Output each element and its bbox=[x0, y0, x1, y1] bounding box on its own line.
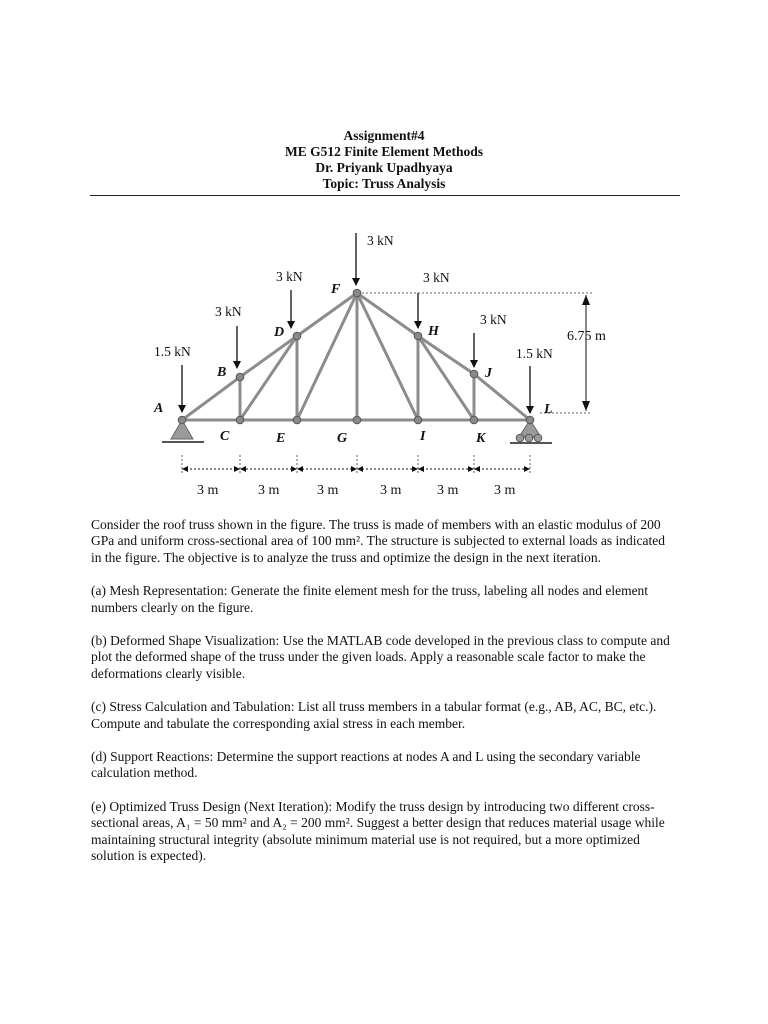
span-arrow-left-5 bbox=[418, 466, 424, 472]
part-c-paragraph: (c) Stress Calculation and Tabulation: List all truss members in a tabular format (e.g., AB, AC, BC, etc.). Compute and tabulate the corresponding axial stress in each member. bbox=[91, 699, 657, 731]
node-label-b: B bbox=[217, 365, 227, 380]
member-fi bbox=[357, 293, 418, 420]
load-label-h: 3 kN bbox=[423, 270, 450, 285]
node-label-f: F bbox=[331, 282, 341, 297]
span-arrow-left-6 bbox=[474, 466, 480, 472]
span-arrow-left-1 bbox=[182, 466, 188, 472]
assignment-title: Assignment#4 bbox=[343, 128, 425, 143]
member-hj bbox=[418, 336, 474, 374]
problem-statement bbox=[91, 517, 671, 882]
height-arrow-top bbox=[582, 295, 590, 305]
node-b bbox=[236, 373, 244, 381]
node-l bbox=[526, 416, 534, 424]
span-arrow-right-1 bbox=[234, 466, 240, 472]
node-h bbox=[414, 332, 422, 340]
load-label-a: 1.5 kN bbox=[154, 344, 191, 359]
document-header bbox=[0, 128, 768, 192]
roller-wheel-3 bbox=[534, 434, 542, 442]
node-label-i: I bbox=[420, 429, 426, 444]
span-arrow-right-5 bbox=[468, 466, 474, 472]
node-k bbox=[470, 416, 478, 424]
node-label-e: E bbox=[276, 431, 286, 446]
member-hk bbox=[418, 336, 474, 420]
member-jl bbox=[474, 374, 530, 420]
span-label-2: 3 m bbox=[258, 483, 280, 498]
height-arrow-bottom bbox=[582, 401, 590, 411]
roller-wheel-2 bbox=[525, 434, 533, 442]
truss-figure bbox=[140, 215, 630, 505]
node-a bbox=[178, 416, 186, 424]
span-label-3: 3 m bbox=[317, 483, 339, 498]
part-a-paragraph: (a) Mesh Representation: Generate the finite element mesh for the truss, labeling all nodes and element numbers clearly on the figure. bbox=[91, 583, 649, 615]
node-label-a: A bbox=[154, 401, 164, 416]
course-title: ME G512 Finite Element Methods bbox=[285, 144, 483, 159]
node-label-g: G bbox=[337, 431, 348, 446]
intro-paragraph: Consider the roof truss shown in the figure. The truss is made of members with an elastic modulus of 200 GPa and uniform cross-sectional area of 100 mm². The structure is subjected to external loads as indicated in the figure. The objective is to analyze the truss and optimize the design in the next iteration. bbox=[91, 517, 666, 565]
load-label-j: 3 kN bbox=[480, 312, 507, 327]
span-arrow-right-3 bbox=[351, 466, 357, 472]
load-label-d: 3 kN bbox=[276, 269, 303, 284]
load-label-f: 3 kN bbox=[367, 233, 394, 248]
node-label-h: H bbox=[428, 324, 439, 339]
span-arrow-right-2 bbox=[291, 466, 297, 472]
load-label-l: 1.5 kN bbox=[516, 346, 553, 361]
span-label-6: 3 m bbox=[494, 483, 516, 498]
member-ef bbox=[297, 293, 357, 420]
height-dimension-label: 6.75 m bbox=[567, 329, 606, 344]
part-e-paragraph: (e) Optimized Truss Design (Next Iteration): Modify the truss design by introducing two different cross-sectional areas, A₁ = 50 mm² and A₂ = 200 mm². Suggest a better design that reduces material usage while maintaining structural integrity (absolute minimum material use is not required, but a more optimized solution is expected). bbox=[91, 798, 665, 864]
roller-wheel-1 bbox=[516, 434, 524, 442]
part-b-paragraph: (b) Deformed Shape Visualization: Use the MATLAB code developed in the previous class to compute and plot the deformed shape of the truss under the given loads. Apply a reasonable scale factor to make the deformations clearly visible. bbox=[91, 633, 670, 681]
node-d bbox=[293, 332, 301, 340]
node-label-c: C bbox=[220, 429, 230, 444]
span-arrow-left-3 bbox=[297, 466, 303, 472]
node-label-k: K bbox=[476, 431, 486, 446]
member-cd bbox=[240, 336, 297, 420]
node-f bbox=[353, 289, 361, 297]
member-ab bbox=[182, 377, 240, 420]
member-bd bbox=[240, 336, 297, 377]
node-g bbox=[353, 416, 361, 424]
node-j bbox=[470, 370, 478, 378]
node-label-l: L bbox=[544, 402, 553, 417]
span-arrow-right-6 bbox=[524, 466, 530, 472]
span-label-1: 3 m bbox=[197, 483, 219, 498]
span-arrow-left-4 bbox=[357, 466, 363, 472]
node-label-j: J bbox=[485, 366, 492, 381]
topic-title: Topic: Truss Analysis bbox=[322, 176, 446, 191]
span-label-4: 3 m bbox=[380, 483, 402, 498]
node-i bbox=[414, 416, 422, 424]
span-label-5: 3 m bbox=[437, 483, 459, 498]
node-c bbox=[236, 416, 244, 424]
span-arrow-left-2 bbox=[240, 466, 246, 472]
span-arrow-right-4 bbox=[412, 466, 418, 472]
part-d-paragraph: (d) Support Reactions: Determine the support reactions at nodes A and L using the secondary variable calculation method. bbox=[91, 749, 641, 781]
instructor-name: Dr. Priyank Upadhyaya bbox=[315, 160, 453, 175]
node-label-d: D bbox=[274, 325, 285, 340]
load-label-b: 3 kN bbox=[215, 304, 242, 319]
header-divider bbox=[90, 195, 680, 196]
node-e bbox=[293, 416, 301, 424]
